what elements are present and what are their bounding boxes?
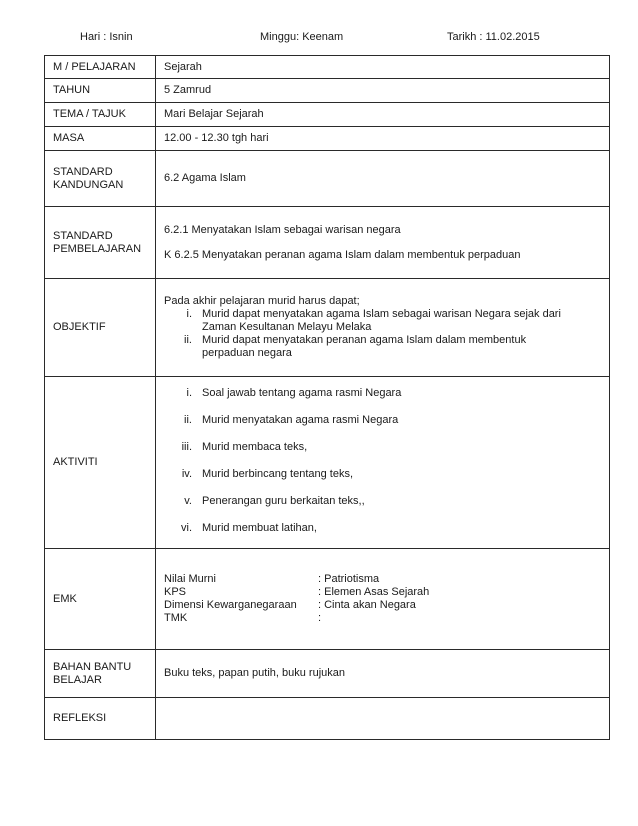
- aktiviti-item-text: Murid berbincang tentang teks,: [202, 468, 354, 480]
- value-aktiviti: [156, 377, 610, 549]
- label-bahan: [45, 650, 156, 698]
- label-bahan-line1: BAHAN BANTU: [53, 660, 132, 673]
- aktiviti-item: [164, 522, 601, 536]
- emk-item-value: :: [318, 612, 322, 624]
- lesson-plan-table: [44, 55, 610, 740]
- aktiviti-item: [164, 387, 601, 414]
- aktiviti-item: [164, 468, 601, 495]
- objektif-item-line1: Murid dapat menyatakan agama Islam sebagai warisan Negara sejak dari: [202, 308, 561, 320]
- emk-item-key: KPS: [164, 586, 187, 598]
- objektif-item-line2: perpaduan negara: [202, 347, 292, 359]
- value-tema: Mari Belajar Sejarah: [156, 103, 610, 127]
- emk-item-value: : Patriotisma: [318, 573, 380, 585]
- label-standard-pembelajaran-line2: PEMBELAJARAN: [53, 242, 142, 255]
- label-aktiviti: AKTIVITI: [45, 377, 156, 549]
- aktiviti-item: [164, 414, 601, 441]
- aktiviti-item-text: Soal jawab tentang agama rasmi Negara: [202, 387, 402, 399]
- aktiviti-item-num: v.: [184, 495, 192, 507]
- emk-item: [164, 573, 601, 586]
- aktiviti-item-num: ii.: [184, 414, 192, 426]
- aktiviti-item-num: iii.: [181, 441, 192, 453]
- aktiviti-list: [164, 385, 601, 536]
- objektif-item-line1: Murid dapat menyatakan peranan agama Islam dalam membentuk: [202, 334, 527, 346]
- row-pelajaran: [45, 56, 610, 79]
- aktiviti-item-text: Murid membaca teks,: [202, 441, 308, 453]
- label-standard-kandungan-line2: KANDUNGAN: [53, 178, 124, 191]
- value-standard-pembelajaran: [156, 207, 610, 279]
- label-tahun: TAHUN: [45, 79, 156, 103]
- label-objektif: OBJEKTIF: [45, 279, 156, 377]
- label-standard-pembelajaran-line1: STANDARD: [53, 229, 113, 242]
- aktiviti-item: [164, 441, 601, 468]
- label-bahan-line2: BELAJAR: [53, 673, 102, 686]
- row-aktiviti: [45, 377, 610, 549]
- aktiviti-item: [164, 495, 601, 522]
- label-tema: TEMA / TAJUK: [45, 103, 156, 127]
- row-standard-kandungan: [45, 151, 610, 207]
- value-masa: 12.00 - 12.30 tgh hari: [156, 127, 610, 151]
- sp-line-2: K 6.2.5 Menyatakan peranan agama Islam dalam membentuk perpaduan: [164, 248, 521, 261]
- value-pelajaran: Sejarah: [156, 56, 610, 79]
- page-header: [0, 31, 638, 47]
- label-pelajaran: M / PELAJARAN: [45, 56, 156, 79]
- row-emk: [45, 549, 610, 650]
- objektif-item-num: ii.: [184, 334, 192, 346]
- value-objektif: [156, 279, 610, 377]
- label-standard-kandungan-line1: STANDARD: [53, 165, 113, 178]
- value-refleksi: [156, 698, 610, 740]
- value-emk: [156, 549, 610, 650]
- value-bahan: Buku teks, papan putih, buku rujukan: [156, 650, 610, 698]
- emk-item-value: : Elemen Asas Sejarah: [318, 586, 430, 598]
- label-masa: MASA: [45, 127, 156, 151]
- row-tema: [45, 103, 610, 127]
- row-tahun: [45, 79, 610, 103]
- aktiviti-item-num: vi.: [181, 522, 192, 534]
- label-standard-kandungan: [45, 151, 156, 207]
- emk-item-key: TMK: [164, 612, 188, 624]
- aktiviti-item-text: Murid menyatakan agama rasmi Negara: [202, 414, 399, 426]
- header-minggu: Minggu: Keenam: [260, 31, 344, 43]
- emk-item-key: Dimensi Kewarganegaraan: [164, 599, 297, 611]
- row-bahan: [45, 650, 610, 698]
- objektif-item: [164, 308, 601, 334]
- aktiviti-item-text: Penerangan guru berkaitan teks,,: [202, 495, 365, 507]
- objektif-intro: Pada akhir pelajaran murid harus dapat;: [164, 295, 360, 307]
- aktiviti-item-text: Murid membuat latihan,: [202, 522, 317, 534]
- emk-item: [164, 586, 601, 599]
- emk-item-key: Nilai Murni: [164, 573, 216, 585]
- objektif-item-line2: Zaman Kesultanan Melayu Melaka: [202, 321, 372, 333]
- aktiviti-item-num: iv.: [181, 468, 192, 480]
- row-objektif: [45, 279, 610, 377]
- value-tahun: 5 Zamrud: [156, 79, 610, 103]
- label-emk: EMK: [45, 549, 156, 650]
- aktiviti-item-num: i.: [186, 387, 192, 399]
- objektif-item: [164, 334, 601, 360]
- emk-item-value: : Cinta akan Negara: [318, 599, 416, 611]
- row-refleksi: [45, 698, 610, 740]
- header-tarikh: Tarikh : 11.02.2015: [447, 31, 540, 43]
- emk-item: [164, 612, 601, 625]
- emk-item: [164, 599, 601, 612]
- label-standard-pembelajaran: [45, 207, 156, 279]
- row-masa: [45, 127, 610, 151]
- label-refleksi: REFLEKSI: [45, 698, 156, 740]
- sp-line-1: 6.2.1 Menyatakan Islam sebagai warisan negara: [164, 223, 401, 236]
- header-hari: Hari : Isnin: [80, 31, 133, 43]
- row-standard-pembelajaran: [45, 207, 610, 279]
- value-standard-kandungan: 6.2 Agama Islam: [156, 151, 610, 207]
- objektif-item-num: i.: [186, 308, 192, 320]
